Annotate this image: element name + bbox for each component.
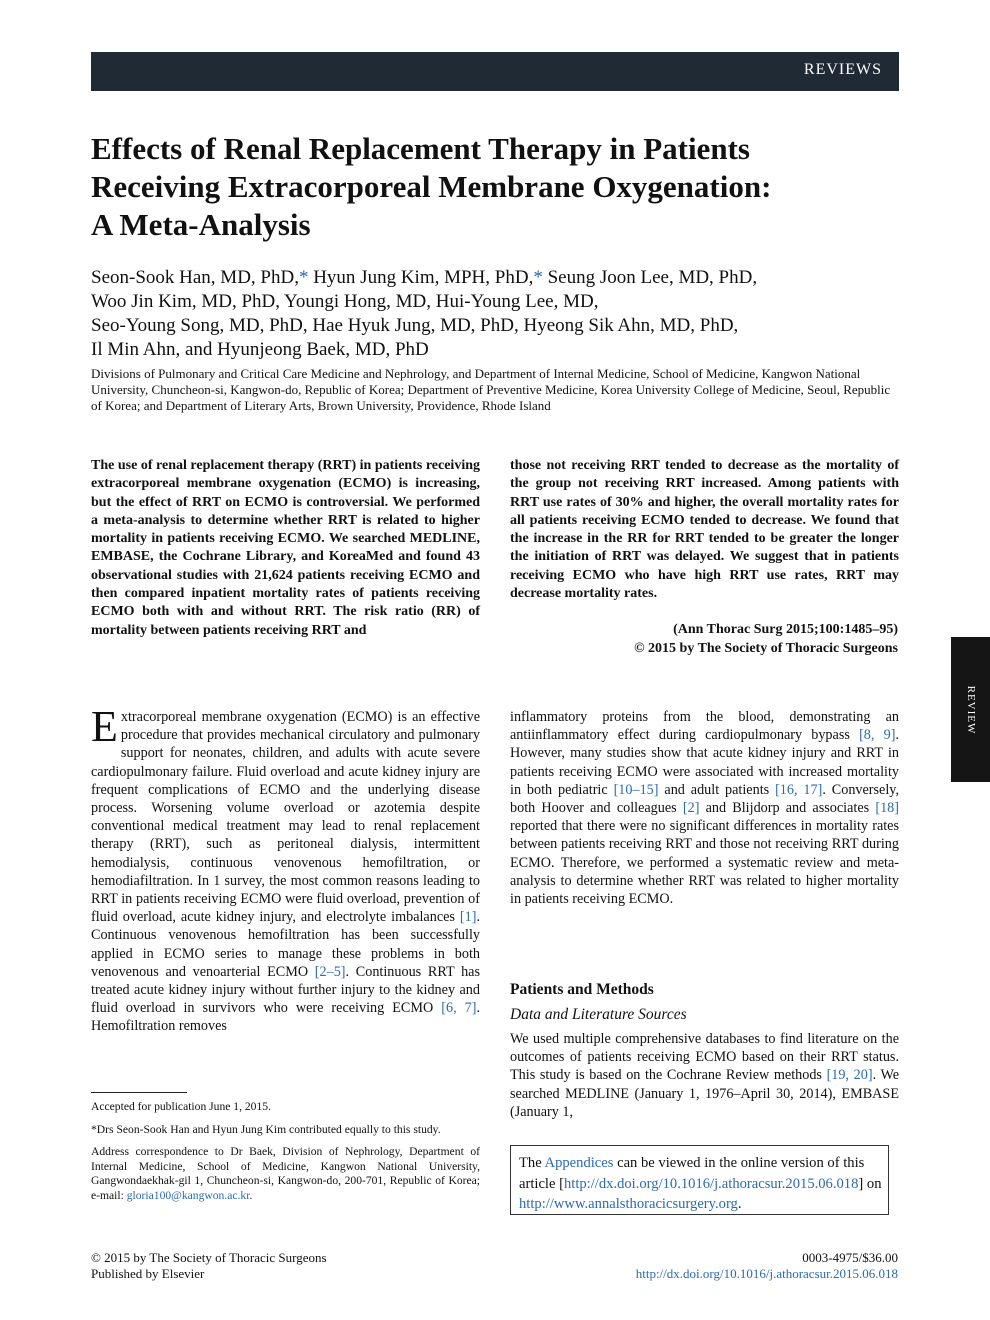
author-1: Seon-Sook Han, MD, PhD,	[91, 267, 299, 288]
side-section-tab	[951, 637, 990, 782]
body-text: xtracorporeal membrane oxygenation (ECMO) is an effective procedure that provides mechanical circulatory and pulmonary support for neonates, children, and adults with acute severe cardiopulmonary failure. Fluid overload and acute kidney injury are frequent complications of ECMO and the underlying disease process. Worsening volume overload or azotemia despite conventional medical treatment may lead to renal replacement therapy (RRT), such as peritoneal dialysis, intermittent hemodialysis, continuous venovenous hemofiltration, or hemodiafiltration. In 1 survey, the most common reasons leading to RRT in patients receiving ECMO were fluid overload, prevention of fluid overload, acute kidney injury, and electrolyte imbalances	[91, 709, 480, 926]
body-text: . Conversely, both Hoover and colleagues	[510, 781, 900, 817]
footnote-divider	[91, 1092, 187, 1093]
body-column-left	[91, 702, 481, 1036]
reference-link[interactable]: [2–5]	[314, 963, 346, 980]
subsection-heading: Data and Literature Sources	[510, 1006, 687, 1023]
author-line-1	[91, 266, 901, 290]
reference-link[interactable]: [19, 20]	[826, 1067, 873, 1084]
reference-link[interactable]: [1]	[459, 909, 477, 926]
body-text: reported that there were no significant differences in mortality rates between patients receiving RRT and those not receiving RRT during ECMO. Therefore, we performed a systematic review and meta-analysis to determine whether RRT was related to higher mortality in patients receiving ECMO.	[510, 818, 899, 908]
reference-link[interactable]: [18]	[875, 800, 899, 817]
body-text: . Continuous venovenous hemofiltration has been successfully applied in ECMO series to manage these problems in both venovenous and venoarterial ECMO	[91, 909, 480, 980]
author-line-4: Il Min Ahn, and Hyunjeong Baek, MD, PhD	[91, 339, 429, 360]
title-line-1: Effects of Renal Replacement Therapy in Patients	[91, 131, 750, 166]
footnote-equal-contribution: *Drs Seon-Sook Han and Hyun Jung Kim contributed equally to this study.	[91, 1122, 441, 1136]
body-text: We used multiple comprehensive databases to find literature on the outcomes of patients receiving ECMO based on their RRT status. This study is based on the Cochrane Review methods	[510, 1031, 899, 1084]
section-banner	[91, 52, 899, 91]
body-text: . We searched MEDLINE (January 1, 1976–April 30, 2014), EMBASE (January 1,	[510, 1067, 900, 1120]
citation-text: (Ann Thorac Surg 2015;100:1485–95)	[673, 622, 898, 637]
journal-site-link[interactable]: http://www.annalsthoracicsurgery.org	[519, 1196, 738, 1212]
section-label: REVIEWS	[803, 61, 882, 78]
section-heading: Patients and Methods	[510, 981, 654, 998]
body-text: . Hemofiltration removes	[91, 1000, 481, 1035]
footer-copyright: © 2015 by The Society of Thoracic Surgeons	[91, 1250, 327, 1265]
footer-issn: 0003-4975/$36.00	[802, 1250, 898, 1265]
reference-link[interactable]: [8, 9]	[859, 727, 896, 744]
author-list	[91, 266, 901, 362]
footnote-address: Address correspondence to Dr Baek, Division of Nephrology, Department of Internal Medicine, School of Medicine, Kangwon National University, Gangwondaekhak-gil 1, Chuncheon-si, Kangwon-do, 200-701, Republic of Korea; e-mail: gloria100@kangwon.ac.kr.	[91, 1145, 480, 1202]
equal-contribution-mark[interactable]: *	[298, 267, 309, 288]
reference-link[interactable]: [10–15]	[613, 781, 659, 798]
equal-contribution-mark[interactable]: *	[533, 267, 543, 288]
title-line-3: A Meta-Analysis	[91, 207, 311, 242]
abstract-left: The use of renal replacement therapy (RRT) in patients receiving extracorporeal membrane oxygenation (ECMO) is increasing, but the effect of RRT on ECMO is controversial. We performed a meta-analysis to determine whether RRT is related to higher mortality in patients receiving ECMO. We searched MEDLINE, EMBASE, the Cochrane Library, and KoreaMed and found 43 observational studies with 21,624 patients receiving ECMO and then compared inpatient mortality rates of patients receiving ECMO both with and without RRT. The risk ratio (RR) of mortality between patients receiving RRT and	[91, 458, 480, 638]
side-tab-label: REVIEW	[964, 685, 977, 734]
footer-publisher: Published by Elsevier	[91, 1265, 205, 1281]
email-link[interactable]: gloria100@kangwon.ac.kr	[126, 1188, 250, 1202]
footnote-accepted: Accepted for publication June 1, 2015.	[91, 1100, 271, 1113]
footer-doi-link[interactable]: http://dx.doi.org/10.1016/j.athoracsur.2015.06.018	[635, 1265, 898, 1281]
doi-link[interactable]: http://dx.doi.org/10.1016/j.athoracsur.2015.06.018	[563, 1175, 859, 1192]
author-line-2: Woo Jin Kim, MD, PhD, Youngi Hong, MD, Hui-Young Lee, MD,	[91, 291, 599, 312]
article-title	[91, 130, 901, 244]
body-text: and Blijdorp and associates	[699, 800, 876, 817]
address-text: Address correspondence to Dr Baek, Division of Nephrology, Department of Internal Medicine, School of Medicine, Kangwon National University, Gangwondaekhak-gil 1, Chuncheon-si, Kangwon-do, 200-701, Republic of Korea; e-mail:	[91, 1145, 480, 1202]
footnotes	[91, 1100, 480, 1212]
reference-link[interactable]: [2]	[682, 800, 700, 817]
author-2: Hyun Jung Kim, MPH, PhD,	[313, 267, 534, 288]
journal-citation	[634, 621, 898, 658]
footer-left	[91, 1250, 327, 1281]
body-column-right	[510, 708, 899, 908]
appendix-notice-box: The Appendices can be viewed in the online version of this article [http://dx.doi.org/10.1016/j.athoracsur.2015.06.018] on http://www.annalsthoracicsurgery.org.	[510, 1145, 889, 1215]
body-text: inflammatory proteins from the blood, demonstrating an antiinflammatory effect during cardiopulmonary bypass	[510, 709, 899, 744]
title-line-2: Receiving Extracorporeal Membrane Oxygenation:	[91, 169, 772, 204]
reference-link[interactable]: [6, 7]	[441, 1000, 477, 1017]
body-text: and adult patients	[658, 781, 776, 798]
body-text: . However, many studies show that acute kidney injury and RRT in patients receiving ECMO were associated with increased mortality in both pediatric	[510, 727, 899, 798]
author-3: Seung Joon Lee, MD, PhD,	[547, 267, 758, 288]
abstract-right: those not receiving RRT tended to decrease as the mortality of the group not receiving RRT increased. Among patients with RRT use rates of 30% and higher, the overall mortality rates for all patients receiving ECMO tended to decrease. We found that the increase in the RR for RRT tended to be greater the longer the initiation of RRT was delayed. We suggest that in patients receiving ECMO who have high RRT use rates, RRT may decrease mortality rates.	[510, 458, 899, 602]
reference-link[interactable]: [16, 17]	[775, 781, 823, 798]
appendices-link[interactable]: Appendices	[544, 1155, 614, 1171]
affiliations: Divisions of Pulmonary and Critical Care Medicine and Nephrology, and Department of Internal Medicine, School of Medicine, Kangwon National University, Chuncheon-si, Kangwon-do, Republic of Korea; Department of Preventive Medicine, Korea University College of Medicine, Seoul, Republic of Korea; and Department of Literary Arts, Brown University, Providence, Rhode Island	[91, 366, 891, 413]
methods-text	[510, 1030, 899, 1121]
footer-right	[636, 1250, 898, 1281]
body-text: . Continuous RRT has treated acute kidney injury without further injury to the kidney and fluid overload in survivors who were receiving ECMO	[91, 963, 480, 1017]
author-line-3: Seo-Young Song, MD, PhD, Hae Hyuk Jung, MD, PhD, Hyeong Sik Ahn, MD, PhD,	[91, 315, 739, 336]
drop-cap: E	[91, 702, 118, 751]
abstract-copyright: © 2015 by The Society of Thoracic Surgeons	[634, 640, 898, 656]
